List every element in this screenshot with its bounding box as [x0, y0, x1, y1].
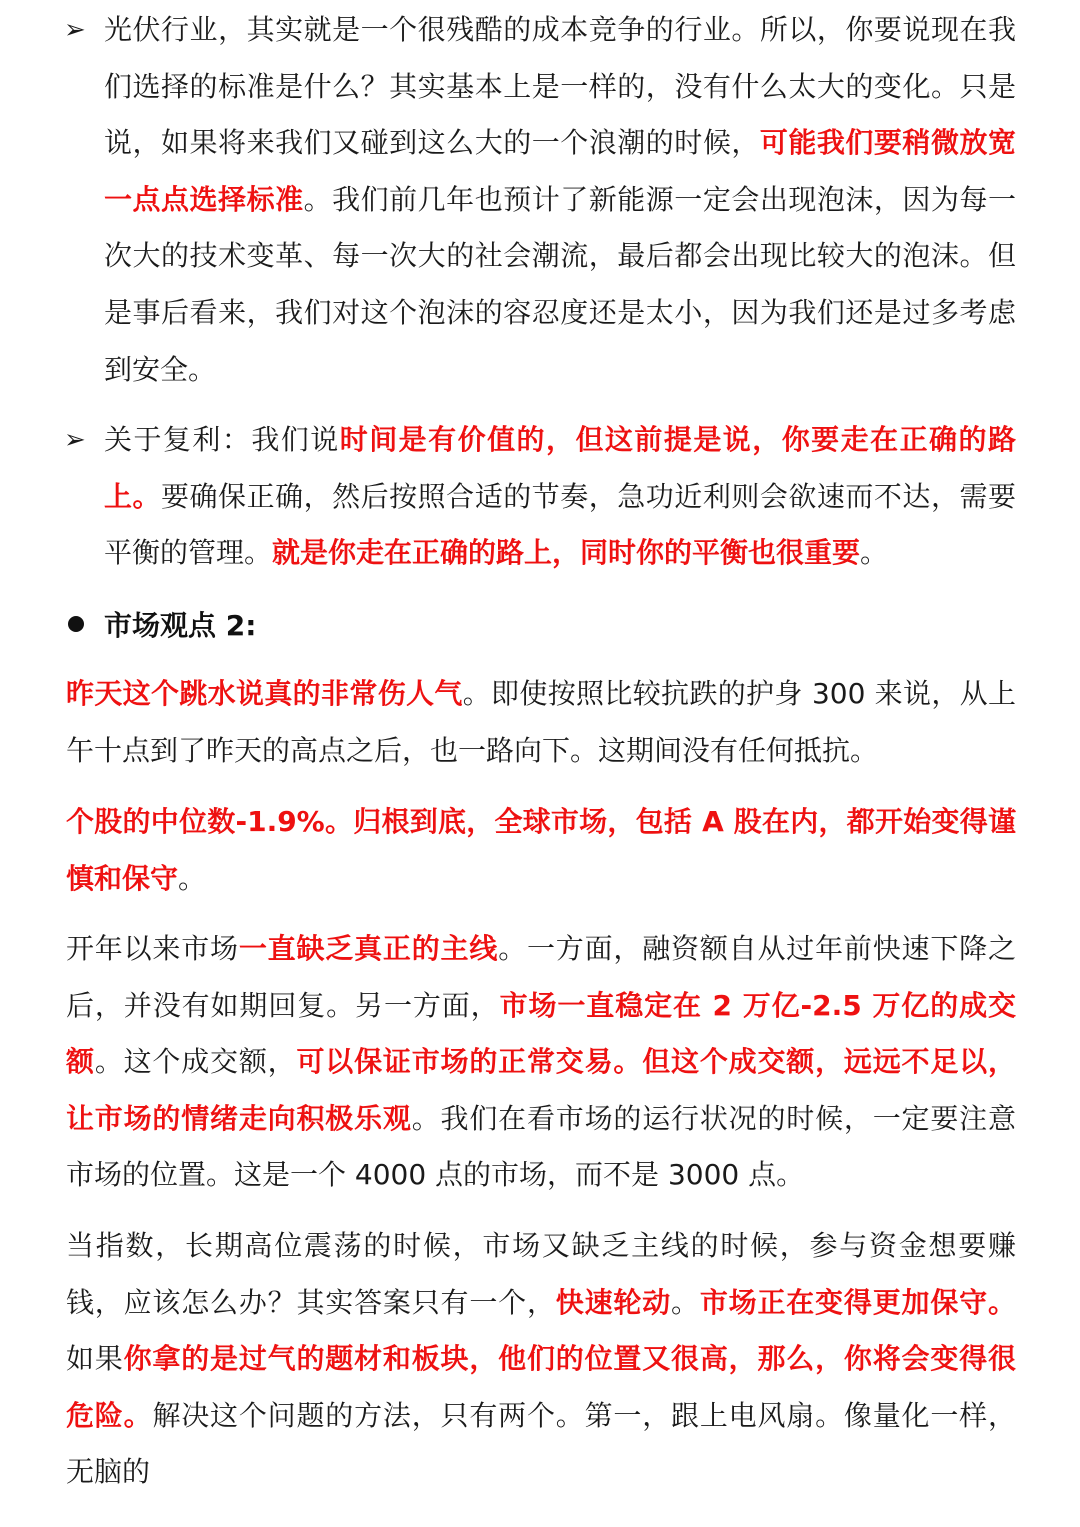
- bullet-dot-icon: [68, 616, 84, 632]
- emphasis-text: 一直缺乏真正的主线: [238, 932, 499, 965]
- body-text: 。我们前几年也预计了新能源一定会出现泡沫，因为每一次大的技术变革、每一次大的社会潮流，最后都会出现比较大的泡沫。但是事后看来，我们对这个泡沫的容忍度还是太小，因为我们还是过多考虑到安全。: [104, 182, 1016, 386]
- body-text: 。: [178, 861, 207, 895]
- emphasis-text: 昨天这个跳水说真的非常伤人气: [66, 677, 463, 710]
- body-text: 。一方面，融资额自从过年前快速下降之后，并没有如期回复。另一方面，: [66, 932, 1016, 1022]
- emphasis-text: 快速轮动: [555, 1285, 672, 1319]
- body-text: 光伏行业，其实就是一个很残酷的成本竞争的行业。所以，你要说现在我们选择的标准是什么？其实基本上是一样的，没有什么太大的变化。只是说，如果将来我们又碰到这么大的一个浪潮的时候，: [104, 13, 1016, 160]
- market-mainline-paragraph: [66, 921, 1016, 1204]
- arrow-bullet-icon: ➢: [64, 425, 86, 455]
- emphasis-text: 就是你走在正确的路上，同时你的平衡也很重要: [272, 536, 861, 570]
- body-text: 。我们在看市场的运行状况的时候，一定要注意市场的位置。这是一个 4000 点的市场，而不是 3000 点。: [66, 1101, 1016, 1192]
- emphasis-text: 个股的中位数-1.9%。归根到底，全球市场，包括 A 股在内，都开始变得谨慎和保守: [66, 805, 1016, 895]
- emphasis-text: 时间是有价值的，但这前提是说，你要走在正确的路上。: [104, 423, 1016, 513]
- emphasis-text: 市场一直稳定在 2 万亿-2.5 万亿的成交额: [66, 988, 1016, 1079]
- compound-interest-paragraph: [104, 412, 1016, 582]
- rotation-paragraph: [66, 1218, 1016, 1501]
- body-text: 。这个成交额，: [94, 1045, 297, 1079]
- body-text: 要确保正确，然后按照合适的节奏，急功近利则会欲速而不达，需要平衡的管理。: [104, 479, 1016, 570]
- market-dive-paragraph: [66, 666, 1016, 779]
- emphasis-text: 你拿的是过气的题材和板块，他们的位置又很高，那么，你将会变得很危险。: [66, 1342, 1016, 1432]
- market-view-heading: 市场观点 2:: [104, 609, 257, 642]
- body-text: 。即使按照比较抗跌的护身 300 来说，从上午十点到了昨天的高点之后，也一路向下。这期间没有任何抵抗。: [66, 677, 1016, 767]
- body-text: 解决这个问题的方法，只有两个。第一，跟上电风扇。像量化一样，无脑的: [66, 1398, 1016, 1489]
- emphasis-text: 市场正在变得更加保守。: [699, 1285, 1016, 1319]
- emphasis-text: 可以保证市场的正常交易。但这个成交额，远远不足以，让市场的情绪走向积极乐观: [66, 1045, 1016, 1135]
- body-text: 关于复利：我们说: [104, 423, 340, 456]
- body-text: 开年以来市场: [66, 932, 239, 965]
- market-view-heading-row: [66, 596, 256, 652]
- body-text: 当指数，长期高位震荡的时候，市场又缺乏主线的时候，参与资金想要赚钱，应该怎么办？其实答案只有一个，: [66, 1229, 1016, 1319]
- body-text: 。: [671, 1285, 700, 1319]
- body-text: 如果: [66, 1342, 124, 1376]
- body-text: 。: [860, 536, 889, 570]
- emphasis-text: 可能我们要稍微放宽一点点选择标准: [104, 126, 1016, 216]
- arrow-bullet-icon: ➢: [64, 15, 86, 45]
- pv-industry-paragraph: [104, 2, 1016, 398]
- median-stock-paragraph: [66, 794, 1016, 907]
